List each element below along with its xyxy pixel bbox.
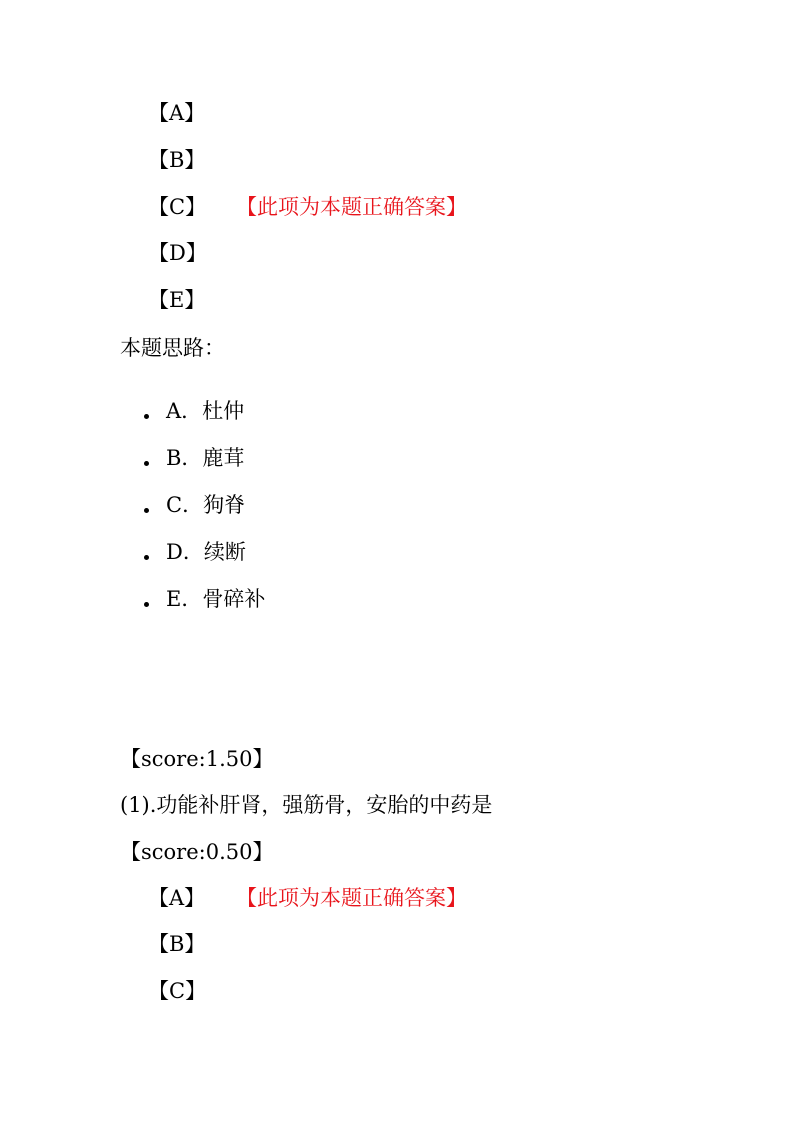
bullet-icon	[144, 414, 149, 419]
correct-answer-marker: 【此项为本题正确答案】	[236, 195, 467, 219]
group-score: 【score:1.50】	[120, 747, 274, 771]
choice-b: B．鹿茸	[166, 446, 245, 470]
bullet-icon	[144, 602, 149, 607]
option-d-label: 【D】	[148, 241, 207, 265]
choice-d: D．续断	[166, 540, 246, 564]
q1-option-b-label: 【B】	[148, 932, 206, 956]
choice-c: C．狗脊	[166, 493, 246, 517]
bullet-icon	[144, 555, 149, 560]
question-score: 【score:0.50】	[120, 840, 274, 864]
thinking-label: 本题思路：	[120, 336, 225, 360]
option-b-label: 【B】	[148, 148, 206, 172]
option-a-label: 【A】	[148, 101, 206, 125]
option-c-label: 【C】	[148, 195, 207, 219]
choice-a: A．杜仲	[166, 399, 245, 423]
choice-e: E．骨碎补	[166, 587, 266, 611]
option-e-label: 【E】	[148, 288, 206, 312]
question-text: (1).功能补肝肾，强筋骨，安胎的中药是	[120, 793, 493, 817]
q1-option-a-label: 【A】	[148, 886, 206, 910]
q1-correct-answer-marker: 【此项为本题正确答案】	[236, 886, 467, 910]
q1-option-c-label: 【C】	[148, 979, 207, 1003]
bullet-icon	[144, 508, 149, 513]
bullet-icon	[144, 461, 149, 466]
